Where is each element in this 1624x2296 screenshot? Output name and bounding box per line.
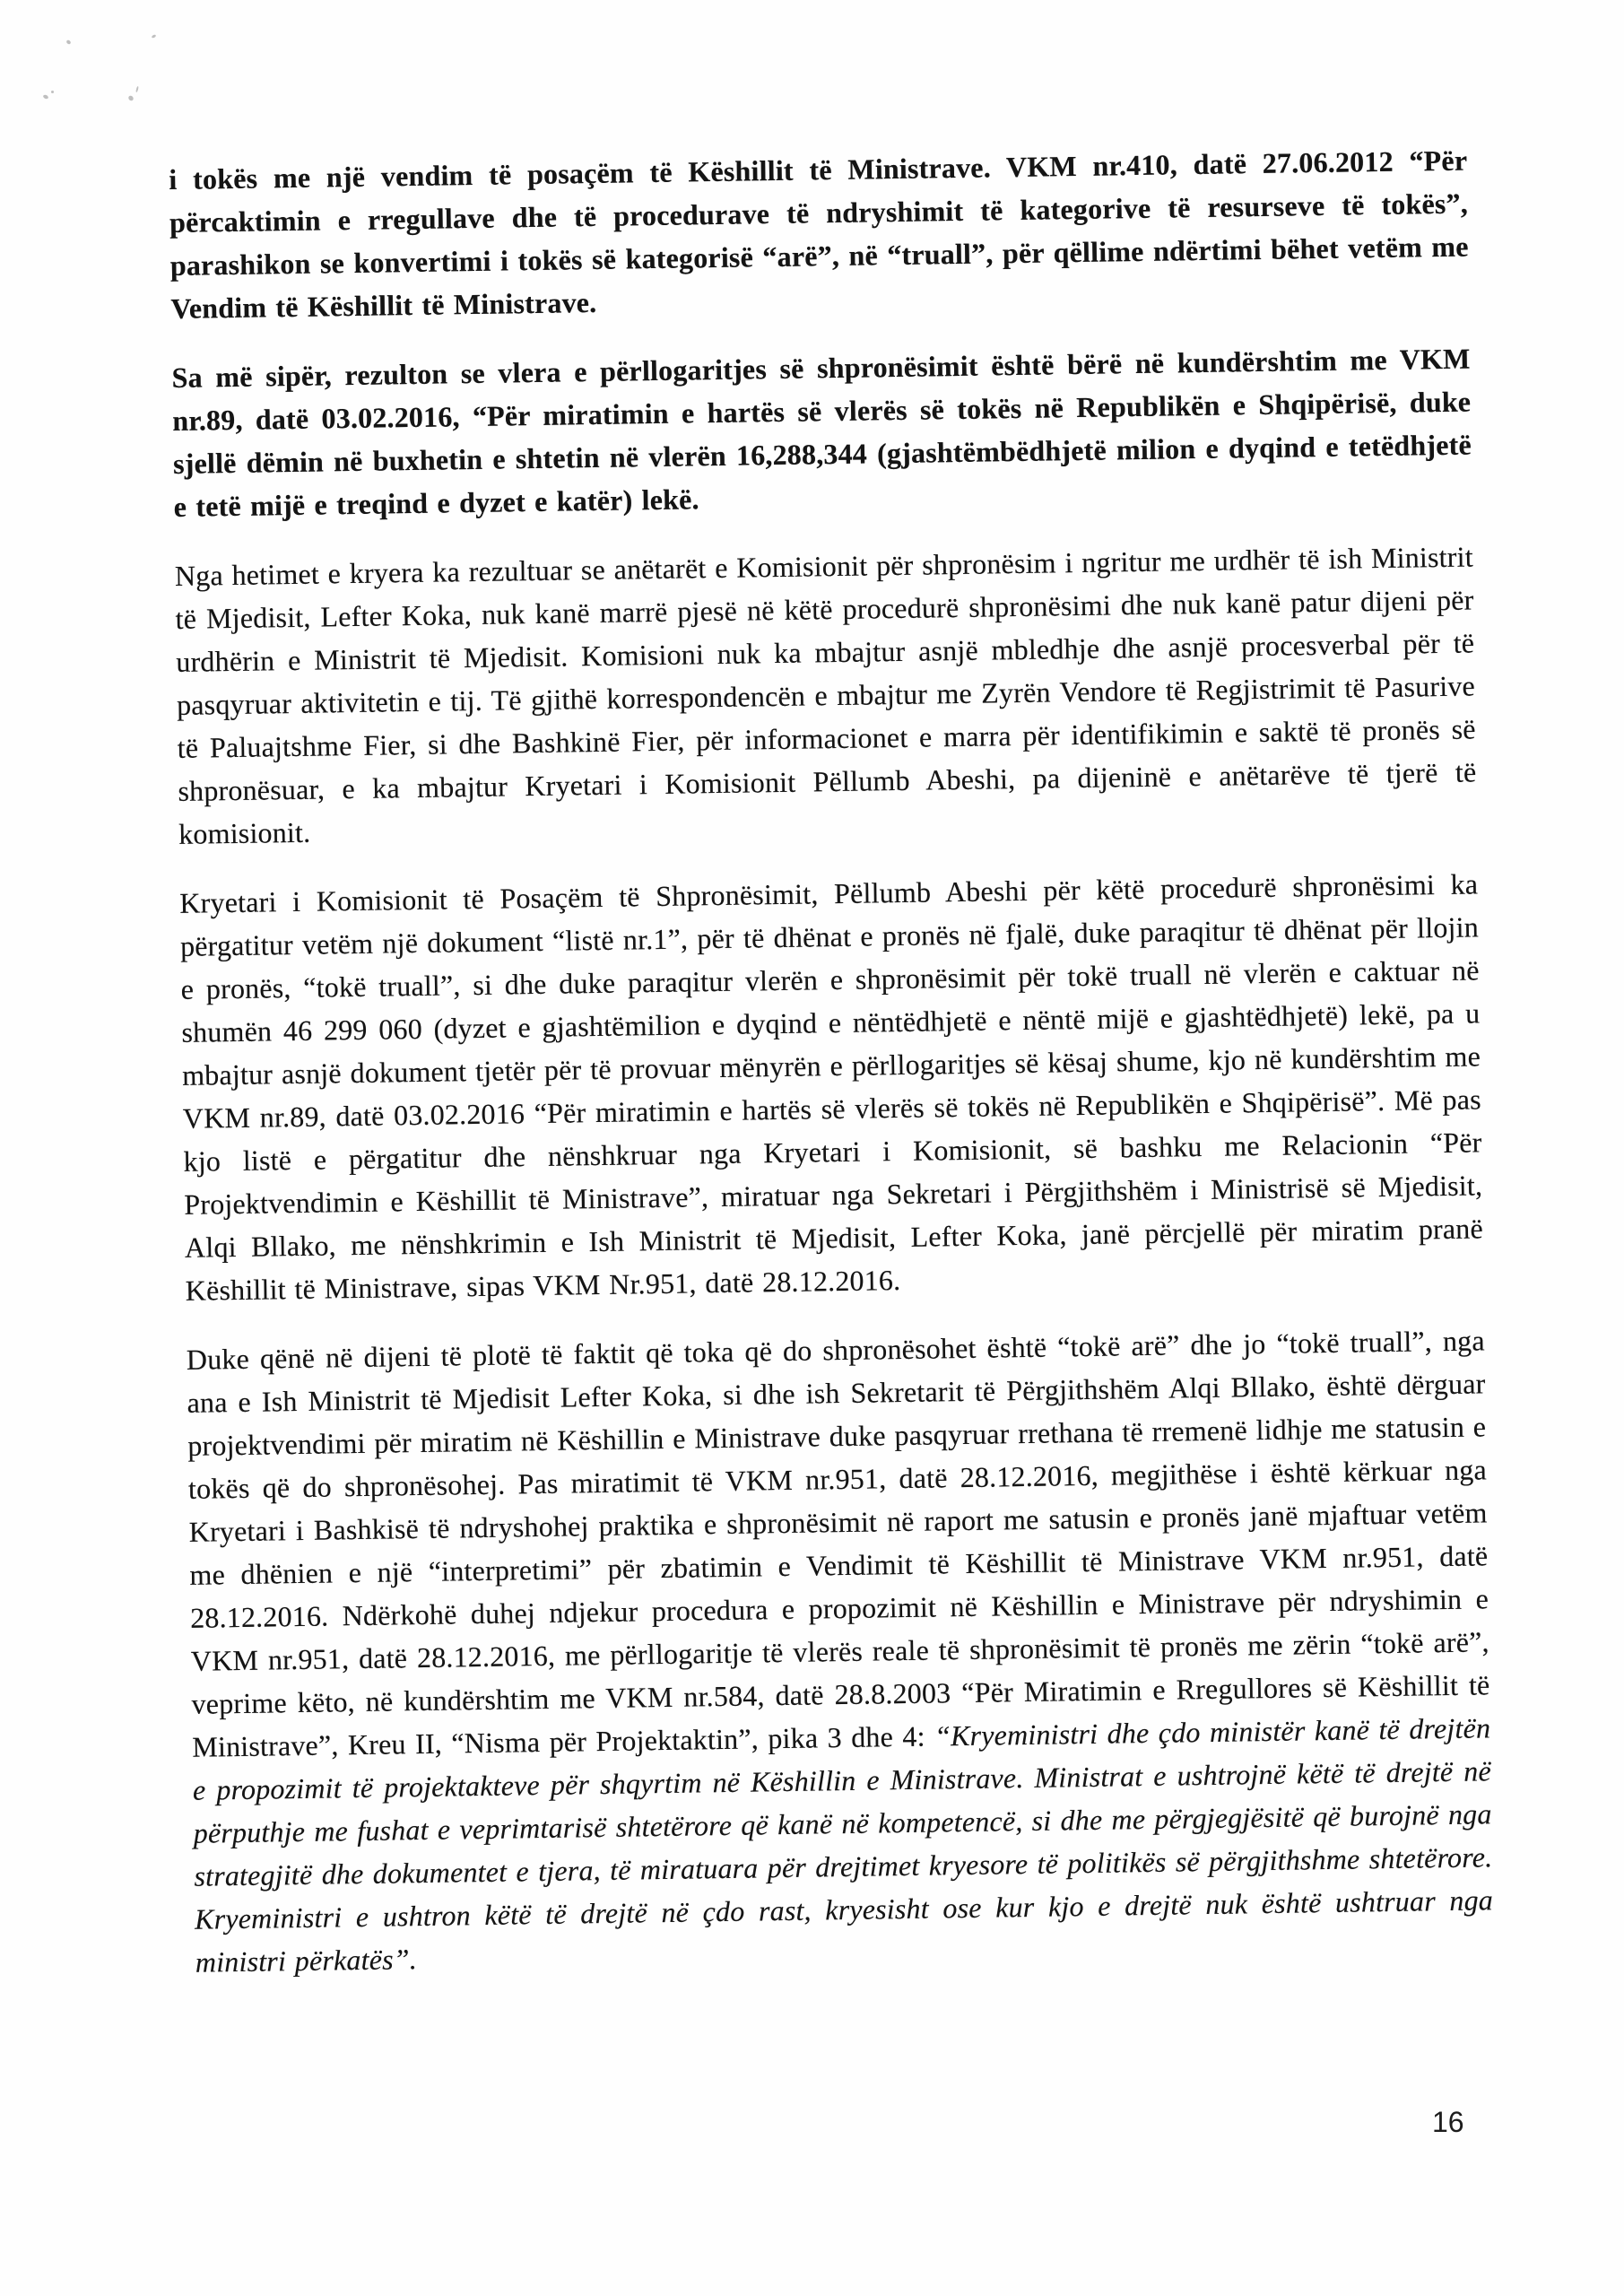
legal-quote-italic: “Kryeministri dhe çdo ministër kanë të drejtën e propozimit të projektakteve për shqyrtim në Këshillin e Ministrave. Ministrat e ushtrojnë këtë të drejtë në përputhje me fushat e veprimtarisë shtetërore që kanë në kompetencë, si dhe me përgjegjësitë që burojnë nga strategjitë dhe dokumentet e tjera, të miratuara për drejtimet kryesore të politikës së përgjithshme shtetërore. Kryeministri e ushtron këtë të drejtë në çdo rast, kryesisht ose kur kjo e drejtë nuk është ushtruar nga ministri përkatës”. <box>192 1711 1494 1979</box>
scan-artifact-speck <box>152 34 157 39</box>
paragraph-conclusion-budget-damage: Sa më sipër, rezulton se vlera e përllogaritjes së shpronësimit është bërë në kundërshtim me VKM nr.89, datë 03.02.2016, “Për miratimin e hartës së vlerës së tokës në Republikën e Shqipërisë, duke sjellë dëmin në buxhetin e shtetin në vlerën 16,288,344 (gjashtëmbëdhjetë milion e dyqind e tetëdhjetë e tetë mijë e treqind e dyzet e katër) lekë. <box>171 342 1472 523</box>
scan-artifact-speck <box>42 94 48 100</box>
paragraph-commission-findings: Nga hetimet e kryera ka rezultuar se anëtarët e Komisionit për shpronësim i ngritur me urdhër të ish Ministrit të Mjedisit, Lefter Koka, nuk kanë marrë pjesë në këtë procedurë shpronësimi dhe nuk kanë patur dijeni për urdhërin e Ministrit të Mjedisit. Komisioni nuk ka mbajtur asnjë mbledhje dhe asnjë procesverbal për të pasqyruar aktivitetin e tij. Të gjithë korrespondencën e mbajtur me Zyrën Vendore të Regjistrimit të Pasurive të Paluajtshme Fier, si dhe Bashkinë Fier, për informacionet e marra për identifikimin e saktë të pronës së shpronësuar, e ka mbajtur Kryetari i Komisionit Pëllumb Abeshi, pa dijeninë e anëtarëve të tjerë të komisionit. <box>174 540 1477 850</box>
scan-artifact-speck <box>127 95 135 102</box>
document-text-block <box>169 139 1494 2010</box>
paragraph-lead-text: Duke qënë në dijeni të plotë të faktit që toka që do shpronësohet është “tokë arë” dhe jo “tokë truall”, nga ana e Ish Ministrit të Mjedisit Lefter Koka, si dhe ish Sekretarit të Përgjithshëm Alqi Bllako, është dërguar projektvendimi për miratim në Këshillin e Ministrave duke pasqyruar rrethana të rremenë lidhje me statusin e tokës që do shpronësohej. Pas miratimit të VKM nr.951, datë 28.12.2016, megjithëse i është kërkuar nga Kryetari i Bashkisë të ndryshohej praktika e shpronësimit në raport me satusin e pronës janë mjaftuar vetëm me dhënien e një “interpretimi” për zbatimin e Vendimit të Këshillit të Ministrave VKM nr.951, datë 28.12.2016. Ndërkohë duhej ndjekur procedura e propozimit në Këshillin e Ministrave për ndryshimin e VKM nr.951, datë 28.12.2016, me përllogaritje të vlerës reale të shpronësimit të pronës me zërin “tokë arë”, veprime këto, në kundërshtim me VKM nr.584, datë 28.8.2003 “Për Miratimin e Rregullores së Këshillit të Ministrave”, Kreu II, “Nisma për Projektaktin”, pika 3 dhe 4: <box>186 1324 1490 1763</box>
paragraph-chairman-list-nr1: Kryetari i Komisionit të Posaçëm të Shpronësimit, Pëllumb Abeshi për këtë procedurë shpronësimi ka përgatitur vetëm një dokument “listë nr.1”, për të dhënat e pronës në fjalë, duke paraqitur të dhënat për llojin e pronës, “tokë truall”, si dhe duke paraqitur vlerën e shpronësimit për tokë truall në vlerën e caktuar në shumën 46 299 060 (dyzet e gjashtëmilion e dyqind e nëntëdhjetë e nëntë mijë e gjashtëdhjetë) lekë, pa u mbajtur asnjë dokument tjetër për të provuar mënyrën e përllogaritjes së kësaj shume, kjo në kundërshtim me VKM nr.89, datë 03.02.2016 “Për miratimin e hartës së vlerës së tokës në Republikën e Shqipërisë”. Më pas kjo listë e përgatitur dhe nënshkruar nga Kryetari i Komisionit, së bashku me Relacionin “Për Projektvendimin e Këshillit të Ministrave”, miratuar nga Sekretari i Përgjithshëm i Ministrisë së Mjedisit, Alqi Bllako, me nënshkrimin e Ish Ministrit të Mjedisit, Lefter Koka, janë përcjellë për miratim pranë Këshillit të Ministrave, sipas VKM Nr.951, datë 28.12.2016. <box>179 867 1484 1307</box>
paragraph-false-circumstances <box>187 1318 1495 1983</box>
scan-artifact-speck <box>135 86 139 92</box>
scan-artifact-speck <box>65 39 71 45</box>
scan-artifact-speck <box>51 91 54 93</box>
page-number: 16 <box>1432 2106 1464 2138</box>
paragraph-vkm-410-conversion-rule: i tokës me një vendim të posaçëm të Këshillit të Ministrave. VKM nr.410, datë 27.06.2012 “Për përcaktimin e rregullave dhe të procedurave të ndryshimit të kategorive të resurseve të tokës”, parashikon se konvertimi i tokës së kategorisë “arë”, në “truall”, për qëllime ndërtimi bëhet vetëm me Vendim të Këshillit të Ministrave. <box>169 144 1469 325</box>
